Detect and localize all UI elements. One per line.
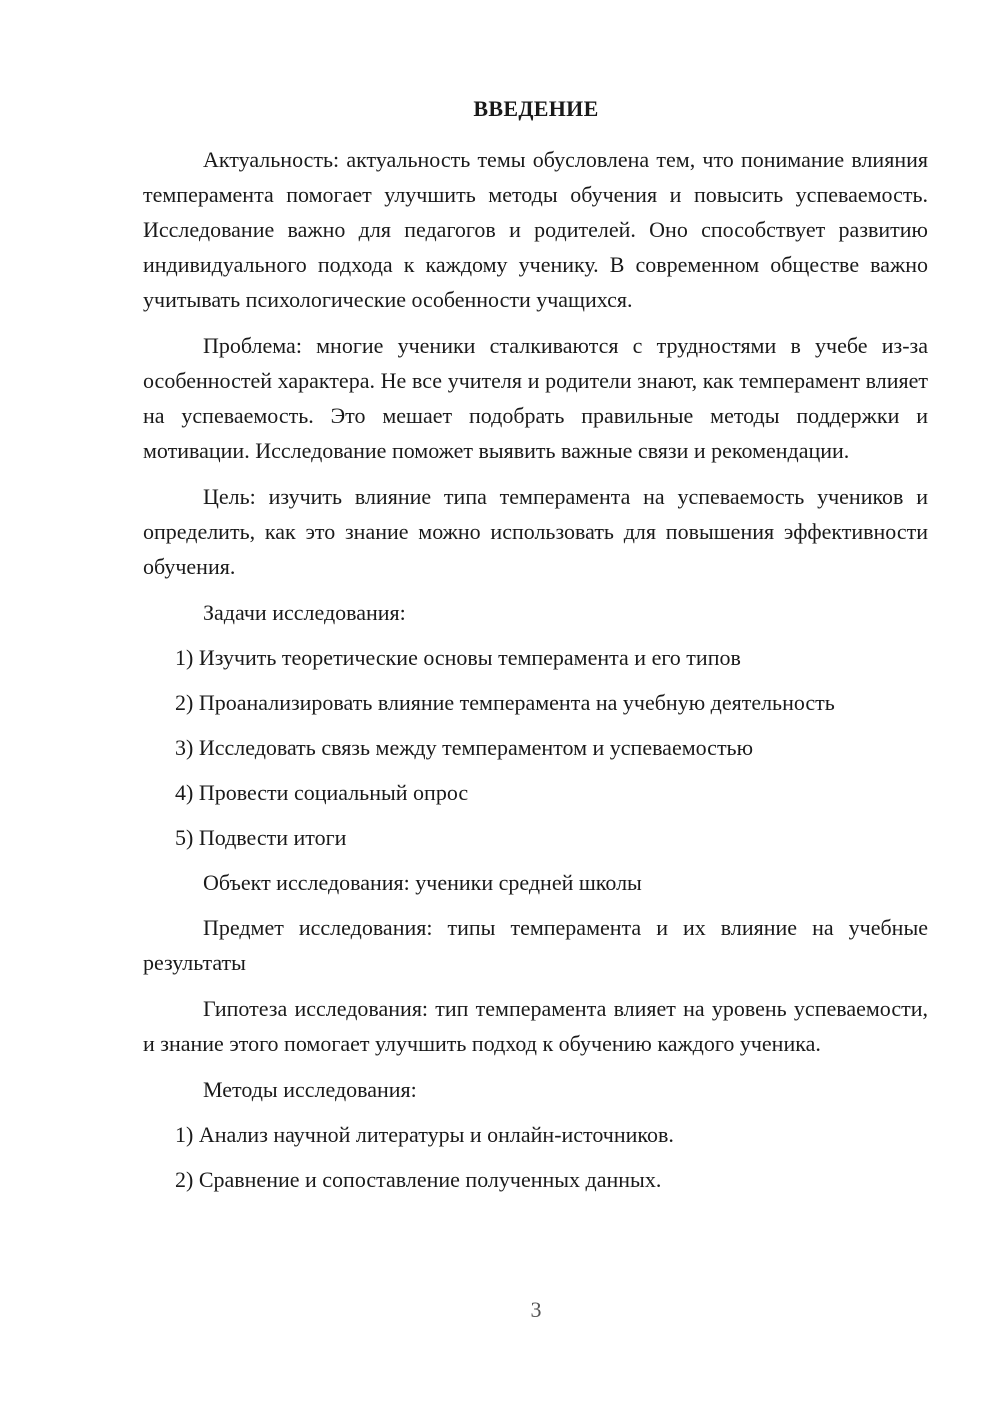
paragraph-relevance: Актуальность: актуальность темы обусловлена тем, что понимание влияния темперамента помогает улучшить методы обучения и повысить успеваемость. Исследование важно для педагогов и родителей. Оно способствует развитию индивидуального подхода к каждому ученику. В современном обществе важно учитывать психологические особенности учащихся. xyxy=(143,147,928,312)
task-item: 4) Провести социальный опрос xyxy=(175,780,469,805)
paragraph-object: Объект исследования: ученики средней школы xyxy=(203,870,642,895)
section-heading: ВВЕДЕНИЕ xyxy=(473,96,599,121)
paragraph-subject: Предмет исследования: типы темперамента и их влияние на учебные результаты xyxy=(143,915,928,975)
task-item: 1) Изучить теоретические основы темперамента и его типов xyxy=(175,645,741,670)
method-item: 2) Сравнение и сопоставление полученных данных. xyxy=(175,1167,662,1192)
tasks-list xyxy=(143,640,928,855)
paragraph-goal: Цель: изучить влияние типа темперамента на успеваемость учеников и определить, как это знание можно использовать для повышения эффективности обучения. xyxy=(143,484,928,579)
paragraph-problem: Проблема: многие ученики сталкиваются с трудностями в учебе из-за особенностей характера. Не все учителя и родители знают, как темперамент влияет на успеваемость. Это мешает подобрать правильные методы поддержки и мотивации. Исследование поможет выявить важные связи и рекомендации. xyxy=(143,333,928,463)
method-item: 1) Анализ научной литературы и онлайн-источников. xyxy=(175,1122,674,1147)
document-body xyxy=(143,142,928,1207)
methods-title: Методы исследования: xyxy=(203,1077,417,1102)
task-item: 5) Подвести итоги xyxy=(175,825,347,850)
paragraph-hypothesis: Гипотеза исследования: тип темперамента влияет на уровень успеваемости, и знание этого помогает улучшить подход к обучению каждого ученика. xyxy=(143,996,928,1056)
page-number: 3 xyxy=(530,1297,542,1322)
tasks-title: Задачи исследования: xyxy=(203,600,406,625)
task-item: 2) Проанализировать влияние темперамента на учебную деятельность xyxy=(175,690,835,715)
task-item: 3) Исследовать связь между темпераментом и успеваемостью xyxy=(175,735,754,760)
methods-list xyxy=(143,1117,928,1197)
